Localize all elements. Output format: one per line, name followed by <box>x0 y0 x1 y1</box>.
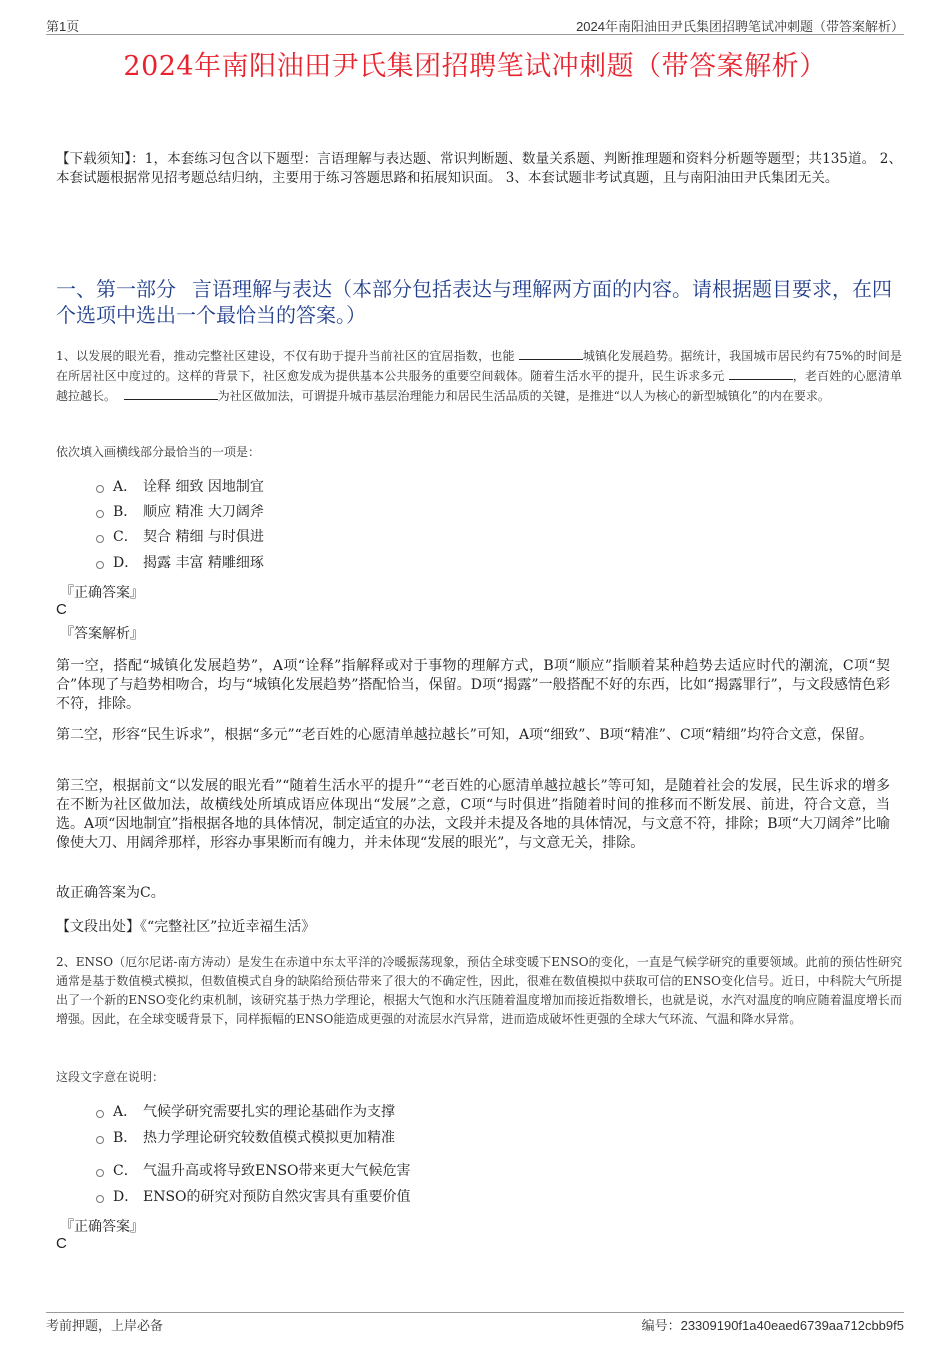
q1-analysis-label: 『答案解析』 <box>60 626 144 642</box>
option-text: 揭露 丰富 精雕细琢 <box>143 555 264 571</box>
q1-source: 【文段出处】《“完整社区”拉近幸福生活》 <box>56 919 316 935</box>
footer-doc-id: 编号：23309190f1a40eaed6739aa712cbb9f5 <box>641 1318 904 1333</box>
option-letter: D． <box>113 1189 139 1205</box>
q1-option-b[interactable] <box>96 502 264 522</box>
radio-icon[interactable] <box>96 1195 104 1203</box>
radio-icon[interactable] <box>96 1169 104 1177</box>
q1-analysis-paragraph-3: 第三空，根据前文“以发展的眼光看”“随着生活水平的提升”“老百姓的心愿清单越拉越长”等可知，是随着社会的发展，民生诉求的增多在不断为社区做加法，故横线处所填成语应体现出“发展”之意，C项“与时俱进”指随着时间的推移而不断发展、前进，符合文意，当选。A项“因地制宜”指根据各地的具体情况，制定适宜的办法，文段并未提及各地的具体情况，与文意不符，排除；B项“大刀阔斧”比喻像使大刀、用阔斧那样，形容办事果断而有魄力，并未体现“发展的眼光”，与文意无关，排除。 <box>56 778 890 851</box>
radio-icon[interactable] <box>96 485 104 493</box>
q2-option-b[interactable] <box>96 1128 395 1148</box>
q1-text-part-d: 为社区做加法，可谓提升城市基层治理能力和居民生活品质的关键，是推进“以人为核心的新型城镇化”的内在要求。 <box>217 389 830 403</box>
q1-option-c[interactable] <box>96 527 264 547</box>
q1-option-a[interactable] <box>96 477 264 497</box>
q1-analysis-paragraph-1: 第一空，搭配“城镇化发展趋势”，A项“诠释”指解释或对于事物的理解方式，B项“顺应”指顺着某种趋势去适应时代的潮流，C项“契合”体现了与趋势相吻合，均与“城镇化发展趋势”搭配恰当，保留。D项“揭露”一般搭配不好的东西，比如“揭露罪行”，与文段感情色彩不符，排除。 <box>56 658 890 712</box>
q1-answer: C <box>56 601 67 618</box>
q1-option-d[interactable] <box>96 553 264 573</box>
radio-icon[interactable] <box>96 1136 104 1144</box>
q2-answer: C <box>56 1235 67 1252</box>
option-text: 诠释 细致 因地制宜 <box>143 479 264 495</box>
fill-blank-3 <box>124 386 218 400</box>
option-letter: A． <box>113 479 138 495</box>
option-text: 气温升高或将导致ENSO带来更大气候危害 <box>143 1163 411 1179</box>
q2-option-a[interactable] <box>96 1102 395 1122</box>
question-2-prompt: 这段文字意在说明： <box>56 1070 165 1084</box>
radio-icon[interactable] <box>96 510 104 518</box>
footer-slogan: 考前押题，上岸必备 <box>46 1318 164 1333</box>
question-1-text <box>56 346 902 406</box>
question-1-prompt: 依次填入画横线部分最恰当的一项是： <box>56 445 261 459</box>
section-description: 言语理解与表达（本部分包括表达与理解两方面的内容。请根据题目要求，在四个选项中选出一个最恰当的答案。） <box>56 277 892 327</box>
q2-option-d[interactable] <box>96 1187 411 1207</box>
option-text: 顺应 精准 大刀阔斧 <box>143 504 264 520</box>
download-notice: 【下载须知】：1，本套练习包含以下题型：言语理解与表达题、常识判断题、数量关系题、判断推理题和资料分析题等题型；共135道。 2、本套试题根据常见招考题总结归纳，主要用于练习答题思路和拓展知识面。 3、本套试题非考试真题，且与南阳油田尹氏集团无关。 <box>56 151 902 186</box>
option-text: ENSO的研究对预防自然灾害具有重要价值 <box>143 1189 411 1205</box>
radio-icon[interactable] <box>96 561 104 569</box>
fill-blank-1 <box>519 346 583 360</box>
option-text: 契合 精细 与时俱进 <box>143 529 264 545</box>
option-text: 热力学理论研究较数值模式模拟更加精准 <box>143 1130 395 1146</box>
page-footer <box>46 1312 904 1335</box>
radio-icon[interactable] <box>96 1110 104 1118</box>
q1-text-part-c: ，老百姓的心愿清单越拉越长。 <box>56 369 902 403</box>
option-letter: B． <box>113 504 138 520</box>
radio-icon[interactable] <box>96 535 104 543</box>
q1-text-part-b: 城镇化发展趋势。据统计，我国城市居民约有75%的时间是在所居社区中度过的。这样的背景下，社区愈发成为提供基本公共服务的重要空间载体。随着生活水平的提升，民生诉求多元 <box>56 349 902 383</box>
option-text: 气候学研究需要扎实的理论基础作为支撑 <box>143 1104 395 1120</box>
option-letter: C． <box>113 529 138 545</box>
q1-analysis-paragraph-2: 第二空，形容“民生诉求”，根据“多元”“老百姓的心愿清单越拉越长”可知，A项“细致”、B项“精准”、C项“精细”均符合文意，保留。 <box>56 727 873 743</box>
header-doc-title: 2024年南阳油田尹氏集团招聘笔试冲刺题（带答案解析） <box>576 19 904 34</box>
option-letter: A． <box>113 1104 138 1120</box>
document-title: 2024年南阳油田尹氏集团招聘笔试冲刺题（带答案解析） <box>123 51 827 82</box>
option-letter: B． <box>113 1130 138 1146</box>
section-heading <box>56 276 902 328</box>
q1-conclusion: 故正确答案为C。 <box>56 885 165 901</box>
option-letter: C． <box>113 1163 138 1179</box>
q2-answer-label: 『正确答案』 <box>60 1219 144 1235</box>
fill-blank-2 <box>729 366 793 380</box>
page-number: 第1页 <box>46 19 80 34</box>
q1-answer-label: 『正确答案』 <box>60 585 144 601</box>
question-2-text: 2、ENSO（厄尔尼诺-南方涛动）是发生在赤道中东太平洋的冷暖振荡现象，预估全球变暖下ENSO的变化，一直是气候学研究的重要领域。此前的预估性研究通常是基于数值模式模拟，但数值模式自身的缺陷给预估带来了很大的不确定性，因此，很难在数值模拟中获取可信的ENSO变化信号。近日，中科院大气所提出了一个新的ENSO变化约束机制，该研究基于热力学理论，根据大气饱和水汽压随着温度增加而接近指数增长，也就是说，水汽对温度的响应随着温度增长而增强。因此，在全球变暖背景下，同样振幅的ENSO能造成更强的对流层水汽异常，进而造成破坏性更强的全球大气环流、气温和降水异常。 <box>56 955 902 1026</box>
option-letter: D． <box>113 555 139 571</box>
q1-text-part-a: 1、以发展的眼光看，推动完整社区建设，不仅有助于提升当前社区的宜居指数，也能 <box>56 349 515 363</box>
q2-option-c[interactable] <box>96 1161 411 1181</box>
section-part: 一、第一部分 <box>56 277 176 301</box>
page-header <box>46 14 904 35</box>
